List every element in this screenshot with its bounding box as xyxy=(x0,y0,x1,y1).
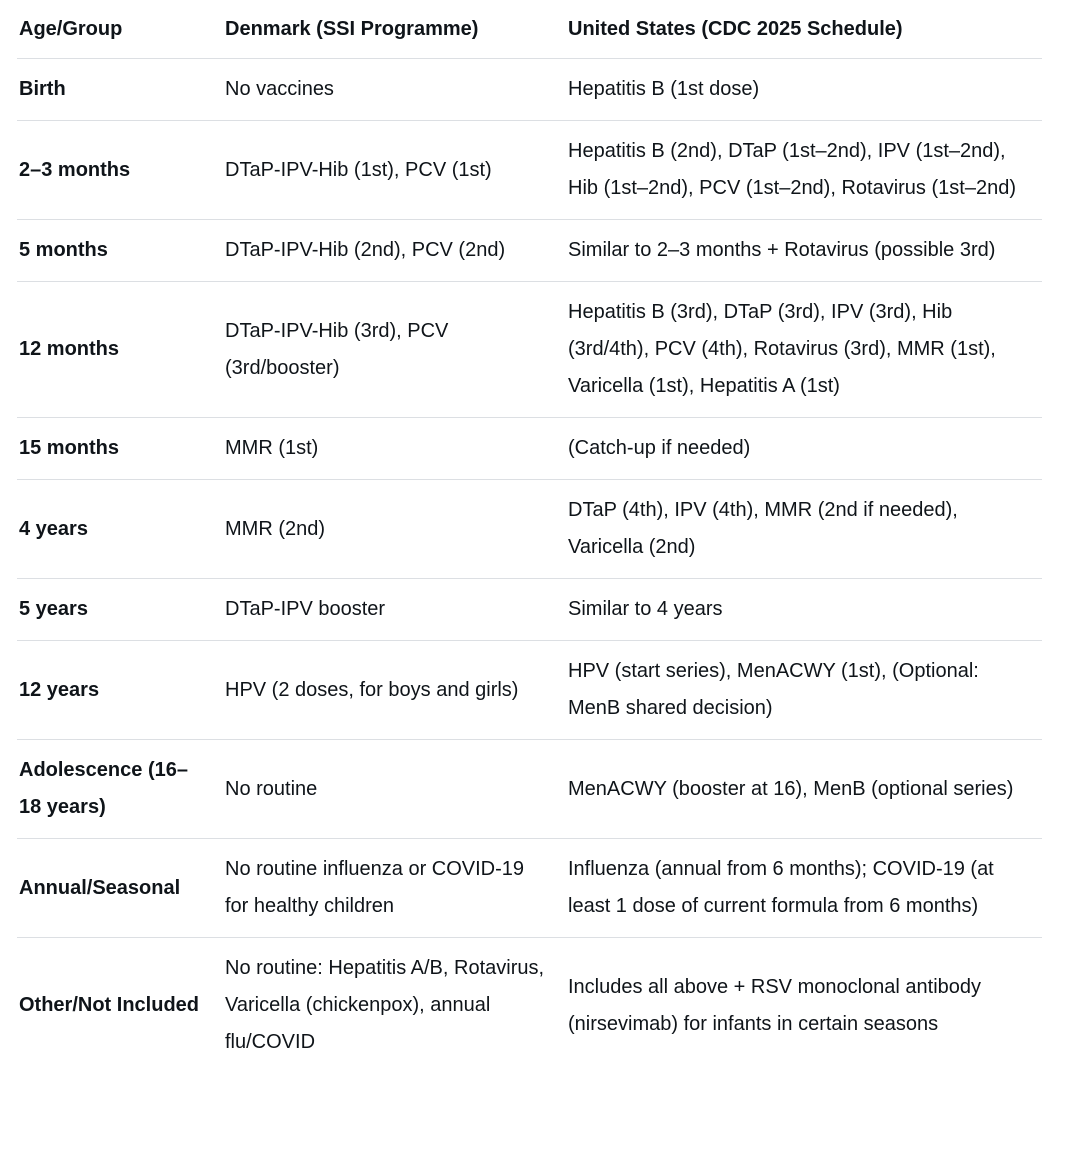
us-cell: Influenza (annual from 6 months); COVID-19 (at least 1 dose of current formula from 6 months) xyxy=(566,839,1042,938)
us-cell: (Catch-up if needed) xyxy=(566,418,1042,480)
age-cell: 2–3 months xyxy=(17,121,221,220)
denmark-cell: No routine: Hepatitis A/B, Rotavirus, Varicella (chickenpox), annual flu/COVID xyxy=(225,957,545,1053)
denmark-cell: No routine influenza or COVID-19 for healthy children xyxy=(221,839,566,938)
age-cell: Other/Not Included xyxy=(19,994,199,1016)
denmark-cell: DTaP-IPV-Hib (1st), PCV (1st) xyxy=(221,121,566,220)
denmark-cell: DTaP-IPV booster xyxy=(221,579,566,641)
vaccine-schedule-table-container xyxy=(17,0,1042,1073)
age-cell: Birth xyxy=(17,59,221,121)
us-cell: MenACWY (booster at 16), MenB (optional series) xyxy=(566,740,1042,839)
table-header xyxy=(17,0,1042,59)
table-row xyxy=(17,418,1042,480)
denmark-cell: DTaP-IPV-Hib (3rd), PCV (3rd/booster) xyxy=(221,282,566,418)
denmark-cell: HPV (2 doses, for boys and girls) xyxy=(221,641,566,740)
age-cell: 12 years xyxy=(17,641,221,740)
table-row xyxy=(17,59,1042,121)
table-row xyxy=(17,641,1042,740)
table-row xyxy=(17,220,1042,282)
table-row xyxy=(17,282,1042,418)
age-cell: 5 years xyxy=(17,579,221,641)
denmark-cell: MMR (1st) xyxy=(221,418,566,480)
table-row xyxy=(17,579,1042,641)
us-cell: Hepatitis B (1st dose) xyxy=(566,59,1042,121)
header-row xyxy=(17,0,1042,59)
us-cell: DTaP (4th), IPV (4th), MMR (2nd if needed), Varicella (2nd) xyxy=(566,480,1042,579)
us-cell: Hepatitis B (3rd), DTaP (3rd), IPV (3rd), Hib (3rd/4th), PCV (4th), Rotavirus (3rd), MMR (1st), Varicella (1st), Hepatitis A (1st) xyxy=(566,282,1042,418)
us-cell: Includes all above + RSV monoclonal antibody (nirsevimab) for infants in certain seasons xyxy=(568,975,982,1035)
us-cell: HPV (start series), MenACWY (1st), (Optional: MenB shared decision) xyxy=(566,641,1042,740)
age-cell: Annual/Seasonal xyxy=(17,839,221,938)
age-cell: Adolescence (16–18 years) xyxy=(17,740,221,839)
age-cell: 12 months xyxy=(17,282,221,418)
header-denmark: Denmark (SSI Programme) xyxy=(221,0,566,59)
header-united-states: United States (CDC 2025 Schedule) xyxy=(566,0,1042,59)
denmark-cell: No vaccines xyxy=(221,59,566,121)
table-row xyxy=(17,938,1042,1074)
us-cell: Similar to 4 years xyxy=(566,579,1042,641)
denmark-cell: No routine xyxy=(221,740,566,839)
table-row xyxy=(17,121,1042,220)
us-cell: Similar to 2–3 months + Rotavirus (possible 3rd) xyxy=(566,220,1042,282)
denmark-cell: DTaP-IPV-Hib (2nd), PCV (2nd) xyxy=(221,220,566,282)
denmark-cell: MMR (2nd) xyxy=(221,480,566,579)
table-row xyxy=(17,480,1042,579)
age-cell: 15 months xyxy=(17,418,221,480)
age-cell: 5 months xyxy=(17,220,221,282)
table-body xyxy=(17,59,1042,1074)
table-row xyxy=(17,740,1042,839)
table-row xyxy=(17,839,1042,938)
age-cell: 4 years xyxy=(17,480,221,579)
us-cell: Hepatitis B (2nd), DTaP (1st–2nd), IPV (1st–2nd), Hib (1st–2nd), PCV (1st–2nd), Rotavirus (1st–2nd) xyxy=(566,121,1042,220)
header-age-group: Age/Group xyxy=(17,0,221,59)
vaccine-schedule-table xyxy=(17,0,1042,1073)
